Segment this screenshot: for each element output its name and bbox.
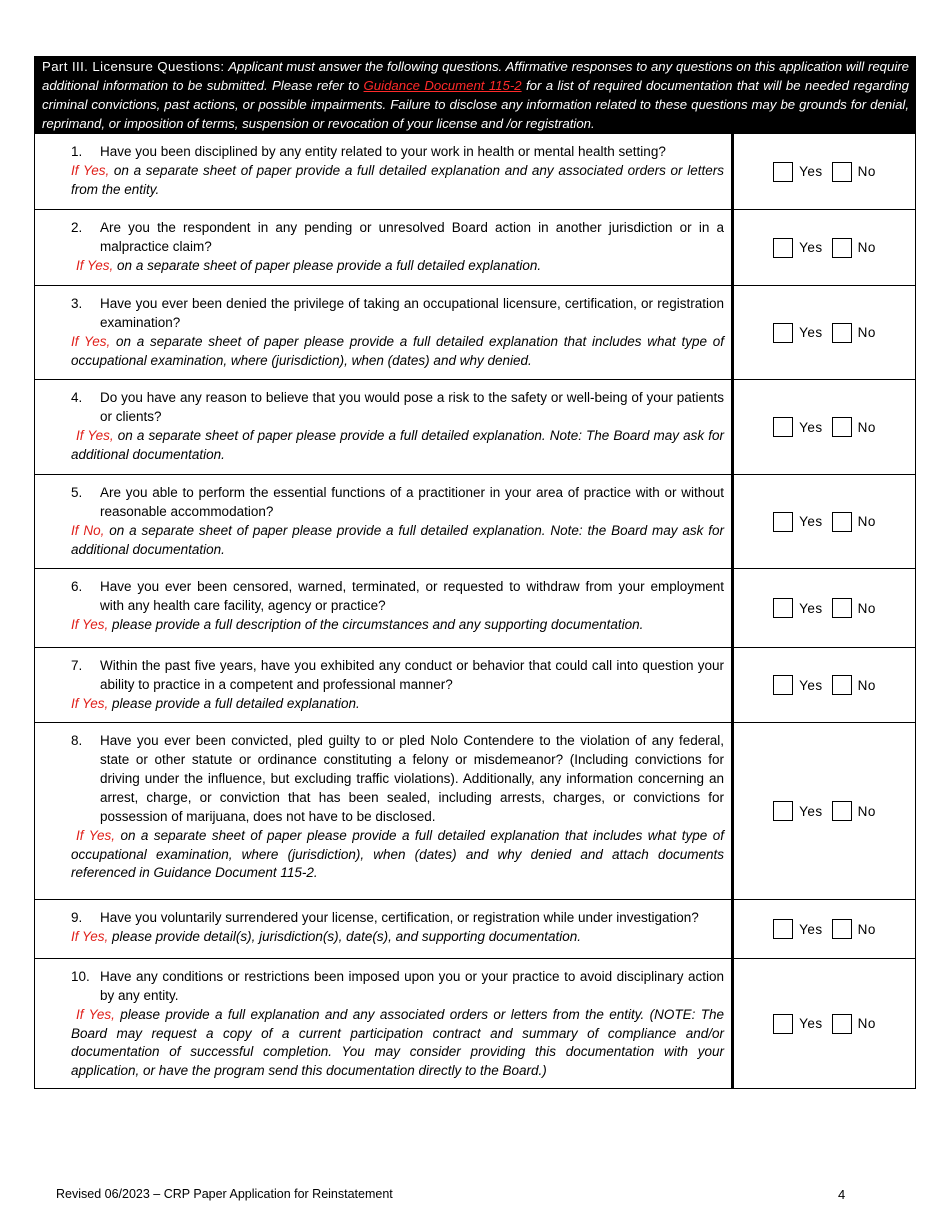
- question-instruction: [71, 333, 724, 370]
- no-checkbox[interactable]: [832, 598, 852, 618]
- question-text-line: [71, 218, 724, 256]
- question-text-line: [71, 142, 724, 161]
- question-cell: [35, 380, 734, 474]
- instruction-condition: If No,: [71, 523, 105, 538]
- question-text: Have you voluntarily surrendered your license, certification, or registration while under investigation?: [100, 910, 699, 925]
- yes-label: Yes: [799, 677, 823, 693]
- question-instruction: [71, 616, 724, 635]
- instruction-text: please provide detail(s), jurisdiction(s), date(s), and supporting documentation.: [112, 929, 582, 944]
- question-cell: [35, 723, 734, 899]
- question-text-line: [71, 577, 724, 615]
- licensure-questions-form: [34, 56, 916, 1089]
- question-number: 3.: [71, 296, 83, 311]
- no-checkbox[interactable]: [832, 238, 852, 258]
- question-instruction: [71, 522, 724, 559]
- yes-label: Yes: [799, 803, 823, 819]
- yes-no-options: [773, 238, 876, 258]
- question-cell: [35, 475, 734, 568]
- instruction-condition: If Yes,: [76, 828, 115, 843]
- instruction-condition: If Yes,: [71, 163, 110, 178]
- no-label: No: [857, 600, 876, 616]
- yes-checkbox[interactable]: [773, 919, 793, 939]
- instruction-text: on a separate sheet of paper please provide a full detailed explanation. Note: The Board may ask for additional documentation.: [71, 428, 724, 462]
- yes-checkbox[interactable]: [773, 1014, 793, 1034]
- yes-checkbox[interactable]: [773, 323, 793, 343]
- no-label: No: [857, 325, 876, 340]
- yes-no-options: [773, 512, 876, 532]
- instruction-text: on a separate sheet of paper provide a full detailed explanation and any associated orders or letters from the entity.: [71, 163, 724, 197]
- question-text: Have any conditions or restrictions been imposed upon you or your practice to avoid disciplinary action by any entity.: [100, 969, 724, 1003]
- question-row: [34, 569, 916, 648]
- instruction-condition: If Yes,: [76, 258, 114, 273]
- no-checkbox[interactable]: [832, 162, 852, 182]
- instruction-condition: If Yes,: [71, 334, 111, 349]
- no-label: No: [857, 514, 876, 529]
- question-row: [34, 210, 916, 286]
- question-instruction: [71, 257, 724, 276]
- no-label: No: [857, 921, 876, 937]
- yes-label: Yes: [799, 921, 823, 937]
- yes-checkbox[interactable]: [773, 512, 793, 532]
- question-row: [34, 134, 916, 210]
- question-text-line: [71, 908, 724, 927]
- question-text: Do you have any reason to believe that you would pose a risk to the safety or well-being of your patients or clients?: [100, 390, 724, 424]
- question-cell: [35, 286, 734, 379]
- instruction-condition: If Yes,: [76, 1007, 115, 1022]
- header-instructions-continued: for a list of required documentation that will be needed regarding criminal convictions, past actions, or possible impairments. Failure to disclose any information related to these questions may be grounds for denial, reprimand, or imposition of terms, suspension or revocation of your license and /or registration.: [42, 78, 910, 131]
- no-label: No: [857, 1016, 876, 1031]
- question-row: [34, 723, 916, 900]
- instruction-text: please provide a full description of the circumstances and any supporting documentation.: [112, 617, 644, 632]
- yes-label: Yes: [799, 164, 823, 179]
- question-text-line: [71, 731, 724, 826]
- no-checkbox[interactable]: [832, 675, 852, 695]
- question-number: 7.: [71, 658, 83, 673]
- yes-label: Yes: [799, 325, 823, 340]
- question-text: Have you ever been censored, warned, terminated, or requested to withdraw from your employment with any health care facility, agency or practice?: [100, 579, 724, 613]
- question-number: 2.: [71, 220, 83, 235]
- question-row: [34, 959, 916, 1089]
- part-three-header: [34, 56, 916, 134]
- no-checkbox[interactable]: [832, 512, 852, 532]
- yes-checkbox[interactable]: [773, 417, 793, 437]
- question-row: [34, 475, 916, 569]
- question-instruction: [71, 695, 724, 714]
- instruction-condition: If Yes,: [76, 428, 114, 443]
- question-row: [34, 380, 916, 475]
- question-number: 9.: [71, 910, 83, 925]
- instruction-text: on a separate sheet of paper please provide a full detailed explanation that includes what type of occupational examination, where (jurisdiction), when (dates) and why denied and attach documents referenced in Guidance Document 115-2.: [71, 828, 724, 880]
- answer-cell: [734, 959, 915, 1088]
- question-text: Have you ever been denied the privilege of taking an occupational licensure, certification, or registration examination?: [100, 296, 724, 330]
- no-label: No: [857, 164, 876, 179]
- page-number: 4: [838, 1187, 846, 1202]
- yes-no-options: [773, 801, 876, 821]
- answer-cell: [734, 900, 915, 958]
- question-row: [34, 286, 916, 380]
- yes-label: Yes: [799, 600, 823, 616]
- yes-label: Yes: [799, 1016, 823, 1031]
- question-cell: [35, 134, 734, 209]
- header-label: Part III. Licensure Questions:: [42, 59, 225, 74]
- header-instructions: Applicant must answer the following questions. Affirmative responses to any questions on this application will require additional information to be submitted. Please refer to: [42, 59, 909, 93]
- yes-label: Yes: [799, 514, 823, 529]
- answer-cell: [734, 723, 915, 899]
- instruction-text: on a separate sheet of paper please provide a full detailed explanation that includes what type of occupational examination, where (jurisdiction), when (dates) and why denied.: [71, 334, 724, 368]
- answer-cell: [734, 210, 915, 285]
- yes-checkbox[interactable]: [773, 801, 793, 821]
- question-number: 6.: [71, 579, 83, 594]
- instruction-text: on a separate sheet of paper please provide a full detailed explanation.: [117, 258, 542, 273]
- instruction-text: please provide a full detailed explanation.: [112, 696, 360, 711]
- question-rows: [34, 134, 916, 1089]
- instruction-condition: If Yes,: [71, 696, 109, 711]
- instruction-condition: If Yes,: [71, 929, 109, 944]
- instruction-text: please provide a full explanation and any associated orders or letters from the entity. (NOTE: The Board may request a copy of a current participation contract and summary of compliance and/or documentation of successful completion. You may consider providing this documentation with your application, or have the program send this documentation directly to the Board.): [71, 1007, 724, 1078]
- question-row: [34, 648, 916, 723]
- question-text: Have you been disciplined by any entity related to your work in health or mental health setting?: [100, 144, 666, 159]
- question-number: 5.: [71, 485, 83, 500]
- answer-cell: [734, 475, 915, 568]
- question-instruction: [71, 1006, 724, 1080]
- no-checkbox[interactable]: [832, 1014, 852, 1034]
- question-instruction: [71, 928, 724, 947]
- question-text: Are you the respondent in any pending or unresolved Board action in another jurisdiction or in a malpractice claim?: [100, 220, 724, 254]
- no-label: No: [857, 419, 876, 435]
- question-instruction: [71, 827, 724, 883]
- no-checkbox[interactable]: [832, 919, 852, 939]
- yes-label: Yes: [799, 419, 823, 435]
- guidance-document-link[interactable]: Guidance Document 115-2: [363, 78, 522, 93]
- yes-label: Yes: [799, 240, 823, 255]
- no-label: No: [857, 803, 876, 819]
- no-checkbox[interactable]: [832, 417, 852, 437]
- yes-checkbox[interactable]: [773, 675, 793, 695]
- question-text: Are you able to perform the essential functions of a practitioner in your area of practice with or without reasonable accommodation?: [100, 485, 724, 519]
- yes-checkbox[interactable]: [773, 598, 793, 618]
- answer-cell: [734, 380, 915, 474]
- yes-checkbox[interactable]: [773, 162, 793, 182]
- no-label: No: [857, 240, 876, 255]
- question-text-line: [71, 388, 724, 426]
- no-checkbox[interactable]: [832, 323, 852, 343]
- question-number: 4.: [71, 390, 83, 405]
- question-text-line: [71, 967, 724, 1005]
- question-text: Within the past five years, have you exhibited any conduct or behavior that could call into question your ability to practice in a competent and professional manner?: [100, 658, 724, 692]
- question-number: 1.: [71, 144, 83, 159]
- question-text: Have you ever been convicted, pled guilty to or pled Nolo Contendere to the violation of any federal, state or other statute or ordinance constituting a felony or misdemeanor? (Including convictions for driving under the influence, but excluding traffic violations). Additionally, any information concerning an arrest, charge, or conviction that has been sealed, including arrests, charges, or convictions for possession of marijuana, does not have to be disclosed.: [100, 733, 724, 824]
- yes-checkbox[interactable]: [773, 238, 793, 258]
- yes-no-options: [773, 675, 876, 695]
- footer-revision: Revised 06/2023 – CRP Paper Application for Reinstatement: [56, 1187, 393, 1201]
- yes-no-options: [773, 919, 876, 939]
- question-cell: [35, 900, 734, 958]
- answer-cell: [734, 569, 915, 647]
- yes-no-options: [773, 1014, 876, 1034]
- instruction-condition: If Yes,: [71, 617, 109, 632]
- question-cell: [35, 959, 734, 1088]
- answer-cell: [734, 134, 915, 209]
- yes-no-options: [773, 417, 876, 437]
- question-text-line: [71, 294, 724, 332]
- yes-no-options: [773, 323, 876, 343]
- answer-cell: [734, 648, 915, 722]
- question-instruction: [71, 162, 724, 199]
- answer-cell: [734, 286, 915, 379]
- yes-no-options: [773, 162, 876, 182]
- no-checkbox[interactable]: [832, 801, 852, 821]
- question-row: [34, 900, 916, 959]
- question-text-line: [71, 656, 724, 694]
- question-instruction: [71, 427, 724, 464]
- question-number: 8.: [71, 733, 83, 748]
- instruction-text: on a separate sheet of paper please provide a full detailed explanation. Note: the Board may ask for additional documentation.: [71, 523, 724, 557]
- no-label: No: [857, 677, 876, 693]
- question-cell: [35, 569, 734, 647]
- yes-no-options: [773, 598, 876, 618]
- question-cell: [35, 210, 734, 285]
- question-number: 10.: [71, 969, 90, 984]
- question-text-line: [71, 483, 724, 521]
- question-cell: [35, 648, 734, 722]
